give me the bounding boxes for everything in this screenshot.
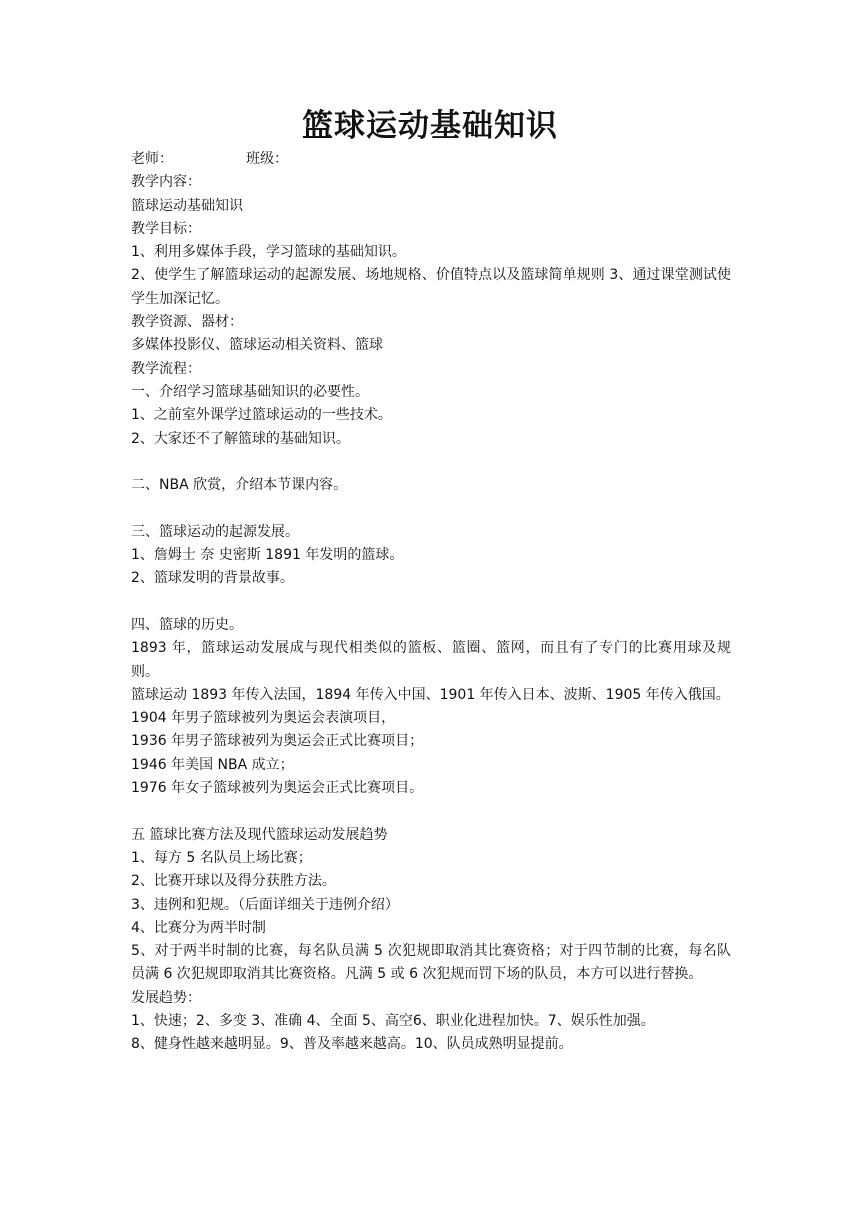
paragraph: 1936 年男子篮球被列为奥运会正式比赛项目； (131, 733, 424, 750)
list-item: 1、每方 5 名队员上场比赛； (131, 849, 312, 866)
list-item: 3、违例和犯规。（后面详细关于违例介绍） (131, 896, 399, 913)
section-heading: 教学目标： (131, 220, 201, 237)
blank-line (131, 497, 731, 520)
section-heading: 发展趋势： (131, 989, 201, 1006)
paragraph: 1904 年男子篮球被列为奥运会表演项目， (131, 710, 396, 727)
class-label: 班级： (246, 151, 288, 167)
document-body (131, 148, 731, 1057)
list-item: 2、大家还不了解篮球的基础知识。 (131, 430, 350, 447)
section-heading: 一、介绍学习篮球基础知识的必要性。 (131, 383, 369, 400)
section-heading: 五 篮球比赛方法及现代篮球运动发展趋势 (131, 826, 388, 843)
list-item: 2、比赛开球以及得分获胜方法。 (131, 873, 336, 890)
blank-line (131, 800, 731, 823)
list-item: 5、对于两半时制的比赛，每名队员满 5 次犯规即取消其比赛资格；对于四节制的比赛，每名队员满 6 次犯规即取消其比赛资格。凡满 5 或 6 次犯规而罚下场的队员，本方可以进行替换。 (131, 943, 731, 983)
section-heading: 教学内容： (131, 174, 201, 191)
section-heading: 四、篮球的历史。 (131, 616, 243, 633)
list-item: 1、利用多媒体手段，学习篮球的基础知识。 (131, 244, 406, 261)
paragraph: 1946 年美国 NBA 成立； (131, 756, 294, 773)
paragraph: 篮球运动基础知识 (131, 197, 243, 214)
paragraph: 1893 年，篮球运动发展成与现代相类似的篮板、篮圈、篮网，而且有了专门的比赛用球及规则。 (131, 640, 731, 680)
section-heading: 二、NBA 欣赏，介绍本节课内容。 (131, 477, 348, 494)
list-item: 1、詹姆士 奈 史密斯 1891 年发明的篮球。 (131, 547, 404, 564)
teacher-class-line (131, 148, 731, 171)
document-title: 篮球运动基础知识 (302, 108, 558, 144)
section-heading: 三、篮球运动的起源发展。 (131, 523, 299, 540)
list-item: 2、使学生了解篮球运动的起源发展、场地规格、价值特点以及篮球简单规则 3、通过课堂测试使学生加深记忆。 (131, 267, 731, 307)
paragraph: 1976 年女子篮球被列为奥运会正式比赛项目。 (131, 780, 424, 797)
section-heading: 教学流程： (131, 360, 201, 377)
paragraph: 多媒体投影仪、篮球运动相关资料、篮球 (131, 337, 383, 354)
list-item: 2、篮球发明的背景故事。 (131, 570, 294, 587)
list-item: 1、之前室外课学过篮球运动的一些技术。 (131, 407, 392, 424)
section-heading: 教学资源、器材： (131, 314, 243, 331)
blank-line (131, 451, 731, 474)
list-item: 1、快速；2、多变 3、准确 4、全面 5、高空6、职业化进程加快。7、娱乐性加强。 (131, 1012, 655, 1029)
list-item: 8、健身性越来越明显。9、普及率越来越高。10、队员成熟明显提前。 (131, 1036, 573, 1053)
list-item: 4、比赛分为两半时制 (131, 919, 266, 936)
blank-line (131, 591, 731, 614)
paragraph: 篮球运动 1893 年传入法国，1894 年传入中国、1901 年传入日本、波斯、1905 年传入俄国。 (131, 686, 730, 703)
teacher-label: 老师： (131, 151, 173, 167)
